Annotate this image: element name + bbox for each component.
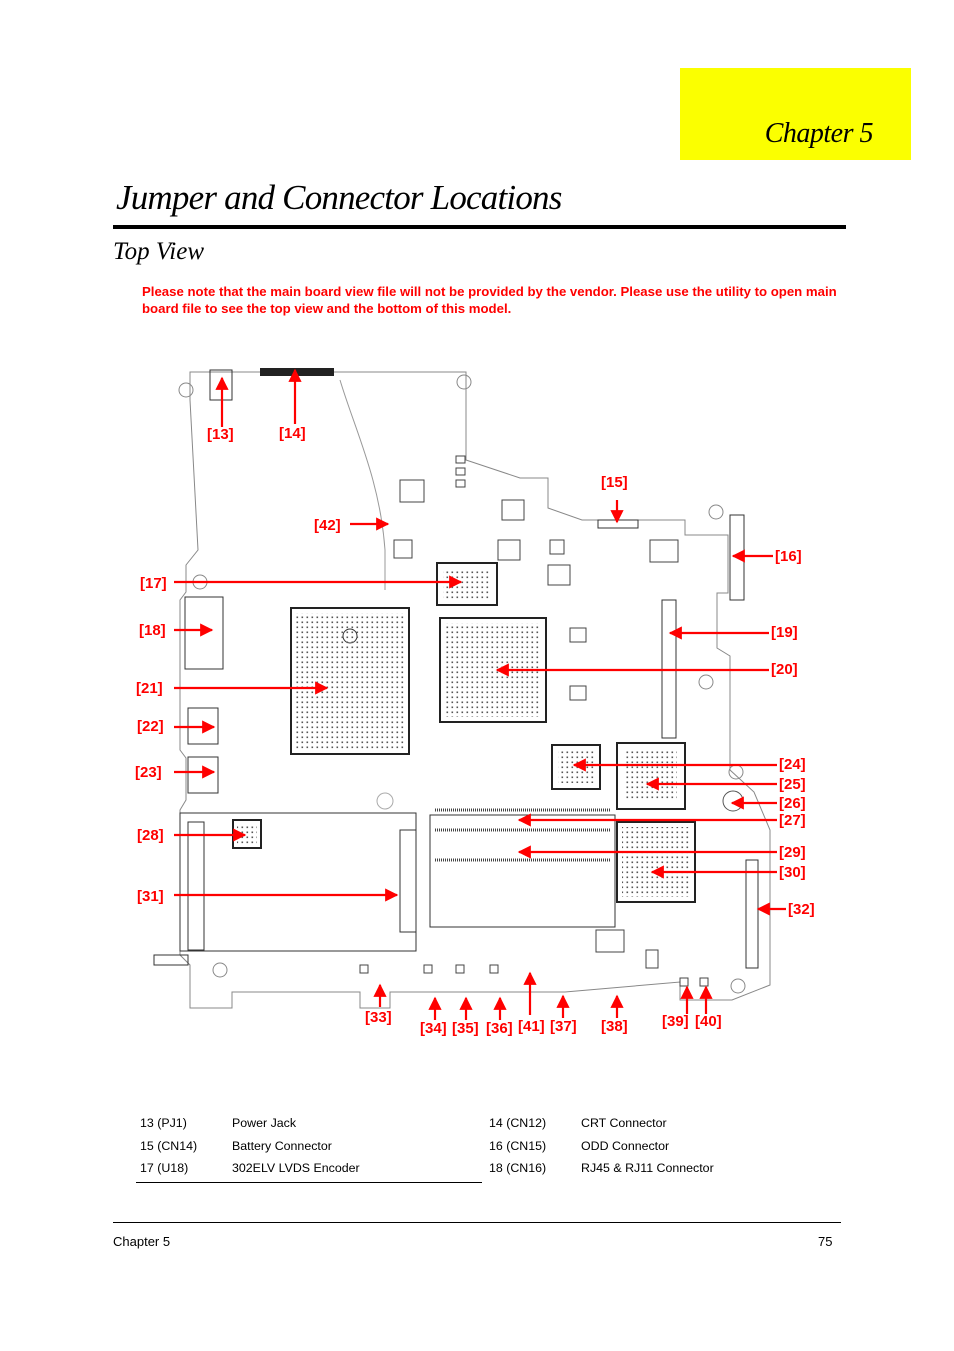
callout-label: [29] — [779, 844, 806, 861]
callout-label: [27] — [779, 812, 806, 829]
lvds-encoder-u18 — [437, 563, 497, 605]
legend-cell: 18 (CN16) — [489, 1161, 547, 1176]
vendor-note: Please note that the main board view file will not be provided by the vendor. Please use the utility to open main board file to see the top view and the bottom of this model. — [142, 284, 837, 316]
callout-label: [19] — [771, 624, 798, 641]
mainboard-svg — [135, 360, 815, 1037]
legend-cell: 14 (CN12) — [489, 1116, 547, 1131]
table-row — [136, 1135, 741, 1158]
chapter-tab-label: Chapter 5 — [764, 118, 873, 149]
cpu-socket — [291, 608, 409, 754]
callout-label: [40] — [695, 1013, 722, 1030]
callout-label: [38] — [601, 1018, 628, 1035]
callout-label: [31] — [137, 888, 164, 905]
legend-rule — [136, 1182, 482, 1183]
callout-label: [15] — [601, 474, 628, 491]
callout-label: [41] — [518, 1018, 545, 1035]
legend-cell: 13 (PJ1) — [140, 1116, 187, 1131]
page-number: 75 — [818, 1234, 833, 1249]
legend-cell: RJ45 & RJ11 Connector — [581, 1161, 714, 1176]
page-title: Jumper and Connector Locations — [116, 178, 562, 217]
legend-cell: 17 (U18) — [140, 1161, 189, 1176]
callout-label: [34] — [420, 1020, 447, 1037]
callout-label: [18] — [139, 622, 166, 639]
callout-label: [32] — [788, 901, 815, 918]
south-bridge — [617, 822, 695, 902]
callout-label: [37] — [550, 1018, 577, 1035]
callout-label: [24] — [779, 756, 806, 773]
callout-label: [16] — [775, 548, 802, 565]
callout-label: [30] — [779, 864, 806, 881]
callout-label: [35] — [452, 1020, 479, 1037]
ram-chip — [617, 743, 685, 809]
callout-label: [13] — [207, 426, 234, 443]
callout-label: [39] — [662, 1013, 689, 1030]
callout-label: [33] — [365, 1009, 392, 1026]
section-title: Top View — [113, 238, 204, 265]
callout-label: [22] — [137, 718, 164, 735]
callout-label: [14] — [279, 425, 306, 442]
footer-chapter: Chapter 5 — [113, 1234, 171, 1249]
callout-label: [17] — [140, 575, 167, 592]
callout-label: [20] — [771, 661, 798, 678]
callout-label: [26] — [779, 795, 806, 812]
footer-rule — [113, 1222, 841, 1223]
callout-label: [23] — [135, 764, 162, 781]
callout-label: [36] — [486, 1020, 513, 1037]
connector-legend-table — [136, 1112, 741, 1180]
callout-label: [21] — [136, 680, 163, 697]
table-row — [136, 1157, 741, 1180]
callout-label: [28] — [137, 827, 164, 844]
legend-cell: 15 (CN14) — [140, 1138, 198, 1153]
legend-cell: 16 (CN15) — [489, 1138, 547, 1153]
callout-label: [42] — [314, 517, 341, 534]
legend-cell: 302ELV LVDS Encoder — [232, 1161, 360, 1176]
small-chip-24 — [552, 745, 600, 789]
table-row — [136, 1112, 741, 1135]
legend-cell: Battery Connector — [232, 1138, 332, 1153]
chapter-tab — [680, 68, 911, 160]
mainboard-diagram — [135, 360, 815, 1037]
callout-label: [25] — [779, 776, 806, 793]
legend-cell: ODD Connector — [581, 1138, 670, 1153]
legend-cell: Power Jack — [232, 1116, 297, 1131]
title-rule — [113, 225, 846, 229]
legend-cell: CRT Connector — [581, 1116, 667, 1131]
